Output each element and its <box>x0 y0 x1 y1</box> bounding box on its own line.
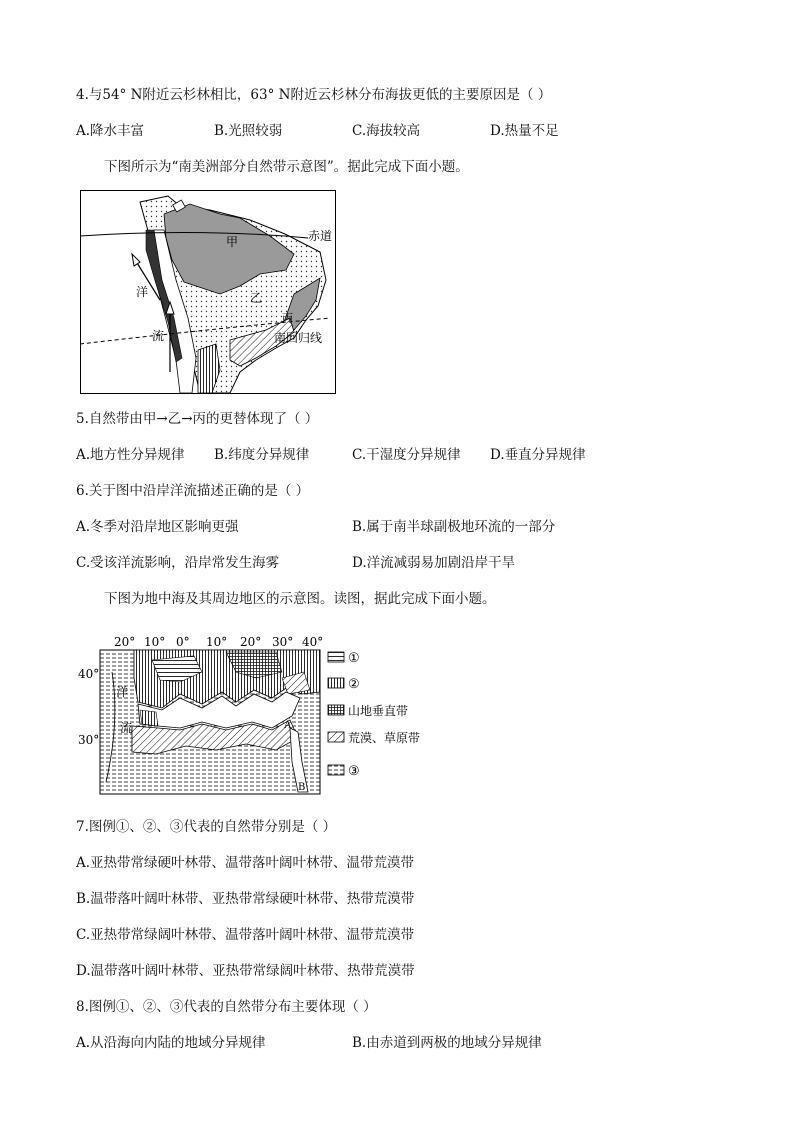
q6-stem: 6.关于图中沿岸洋流描述正确的是（ ） <box>76 483 310 499</box>
q5-option-d: D.垂直分异规律 <box>490 447 586 463</box>
label-tropic: 南回归线 <box>274 331 323 345</box>
q6-option-b: B.属于南半球副极地环流的一部分 <box>352 519 556 535</box>
q4-option-b: B.光照较弱 <box>214 123 283 139</box>
lat-label-40: 40° <box>78 667 100 681</box>
lat-label-30: 30° <box>78 733 100 747</box>
q7-option-c: C.亚热带常绿阔叶林带、温带落叶阔叶林带、温带荒漠带 <box>76 927 415 943</box>
q4-option-a: A.降水丰富 <box>76 123 145 139</box>
legend-swatch-1 <box>328 652 344 662</box>
label-point-b: B <box>298 782 306 793</box>
q7-option-b: B.温带落叶阔叶林带、亚热带常绿硬叶林带、热带荒漠带 <box>76 891 415 907</box>
intro-mediterranean: 下图为地中海及其周边地区的示意图。读图，据此完成下面小题。 <box>104 591 496 607</box>
label-current-a: 洋 <box>136 285 149 299</box>
legend-label-desert: 荒漠、草原带 <box>348 731 421 745</box>
lon-label-7: 40° <box>302 635 324 649</box>
label-point-a: A <box>284 720 292 731</box>
label-current-b: 流 <box>120 721 133 735</box>
legend-label-mountain: 山地垂直带 <box>348 704 409 718</box>
q4-option-c: C.海拔较高 <box>352 123 421 139</box>
q7-stem: 7.图例①、②、③代表的自然带分别是（ ） <box>76 819 337 835</box>
q7-option-a: A.亚热带常绿硬叶林带、温带落叶阔叶林带、温带荒漠带 <box>76 855 415 871</box>
q5-option-b: B.纬度分异规律 <box>214 447 310 463</box>
q4-option-d: D.热量不足 <box>490 123 559 139</box>
legend-swatch-3 <box>328 765 344 775</box>
legend-label-3: ③ <box>348 764 360 779</box>
mediterranean-natural-zone-map <box>76 632 436 800</box>
lon-label-1: 20° <box>114 635 136 649</box>
lon-label-5: 20° <box>240 635 262 649</box>
legend-swatch-mountain <box>328 705 344 715</box>
legend-swatch-2 <box>328 678 344 688</box>
south-america-natural-zone-map <box>80 190 336 394</box>
q6-option-c: C.受该洋流影响，沿岸常发生海雾 <box>76 555 280 571</box>
legend-swatch-desert <box>328 732 344 742</box>
lon-label-6: 30° <box>272 635 294 649</box>
legend-label-1: ① <box>348 651 360 666</box>
map-legend <box>328 651 420 779</box>
label-current-b: 流 <box>152 329 165 343</box>
lon-label-4: 10° <box>206 635 228 649</box>
label-equator: 赤道 <box>308 229 333 243</box>
q7-option-d: D.温带落叶阔叶林带、亚热带常绿阔叶林带、热带荒漠带 <box>76 963 415 979</box>
lon-label-3: 0° <box>176 635 190 649</box>
q4-stem: 4.与54° N附近云杉林相比，63° N附近云杉林分布海拔更低的主要原因是（ ） <box>76 87 552 103</box>
q6-option-a: A.冬季对沿岸地区影响更强 <box>76 519 239 535</box>
label-jia: 甲 <box>226 235 239 249</box>
q5-option-c: C.干湿度分异规律 <box>352 447 461 463</box>
q8-stem: 8.图例①、②、③代表的自然带分布主要体现（ ） <box>76 999 377 1015</box>
label-bing: 丙 <box>282 312 293 325</box>
q5-option-a: A.地方性分异规律 <box>76 447 185 463</box>
label-current-a: 洋 <box>116 685 129 699</box>
q5-stem: 5.自然带由甲→乙→丙的更替体现了（ ） <box>76 411 319 427</box>
q8-option-b: B.由赤道到两极的地域分异规律 <box>352 1035 542 1051</box>
q6-option-d: D.洋流减弱易加剧沿岸干旱 <box>352 555 516 571</box>
legend-label-2: ② <box>348 677 360 692</box>
lon-label-2: 10° <box>144 635 166 649</box>
q8-option-a: A.从沿海向内陆的地域分异规律 <box>76 1035 266 1051</box>
intro-south-america: 下图所示为“南美洲部分自然带示意图”。据此完成下面小题。 <box>104 159 469 175</box>
label-yi: 乙 <box>250 291 263 305</box>
